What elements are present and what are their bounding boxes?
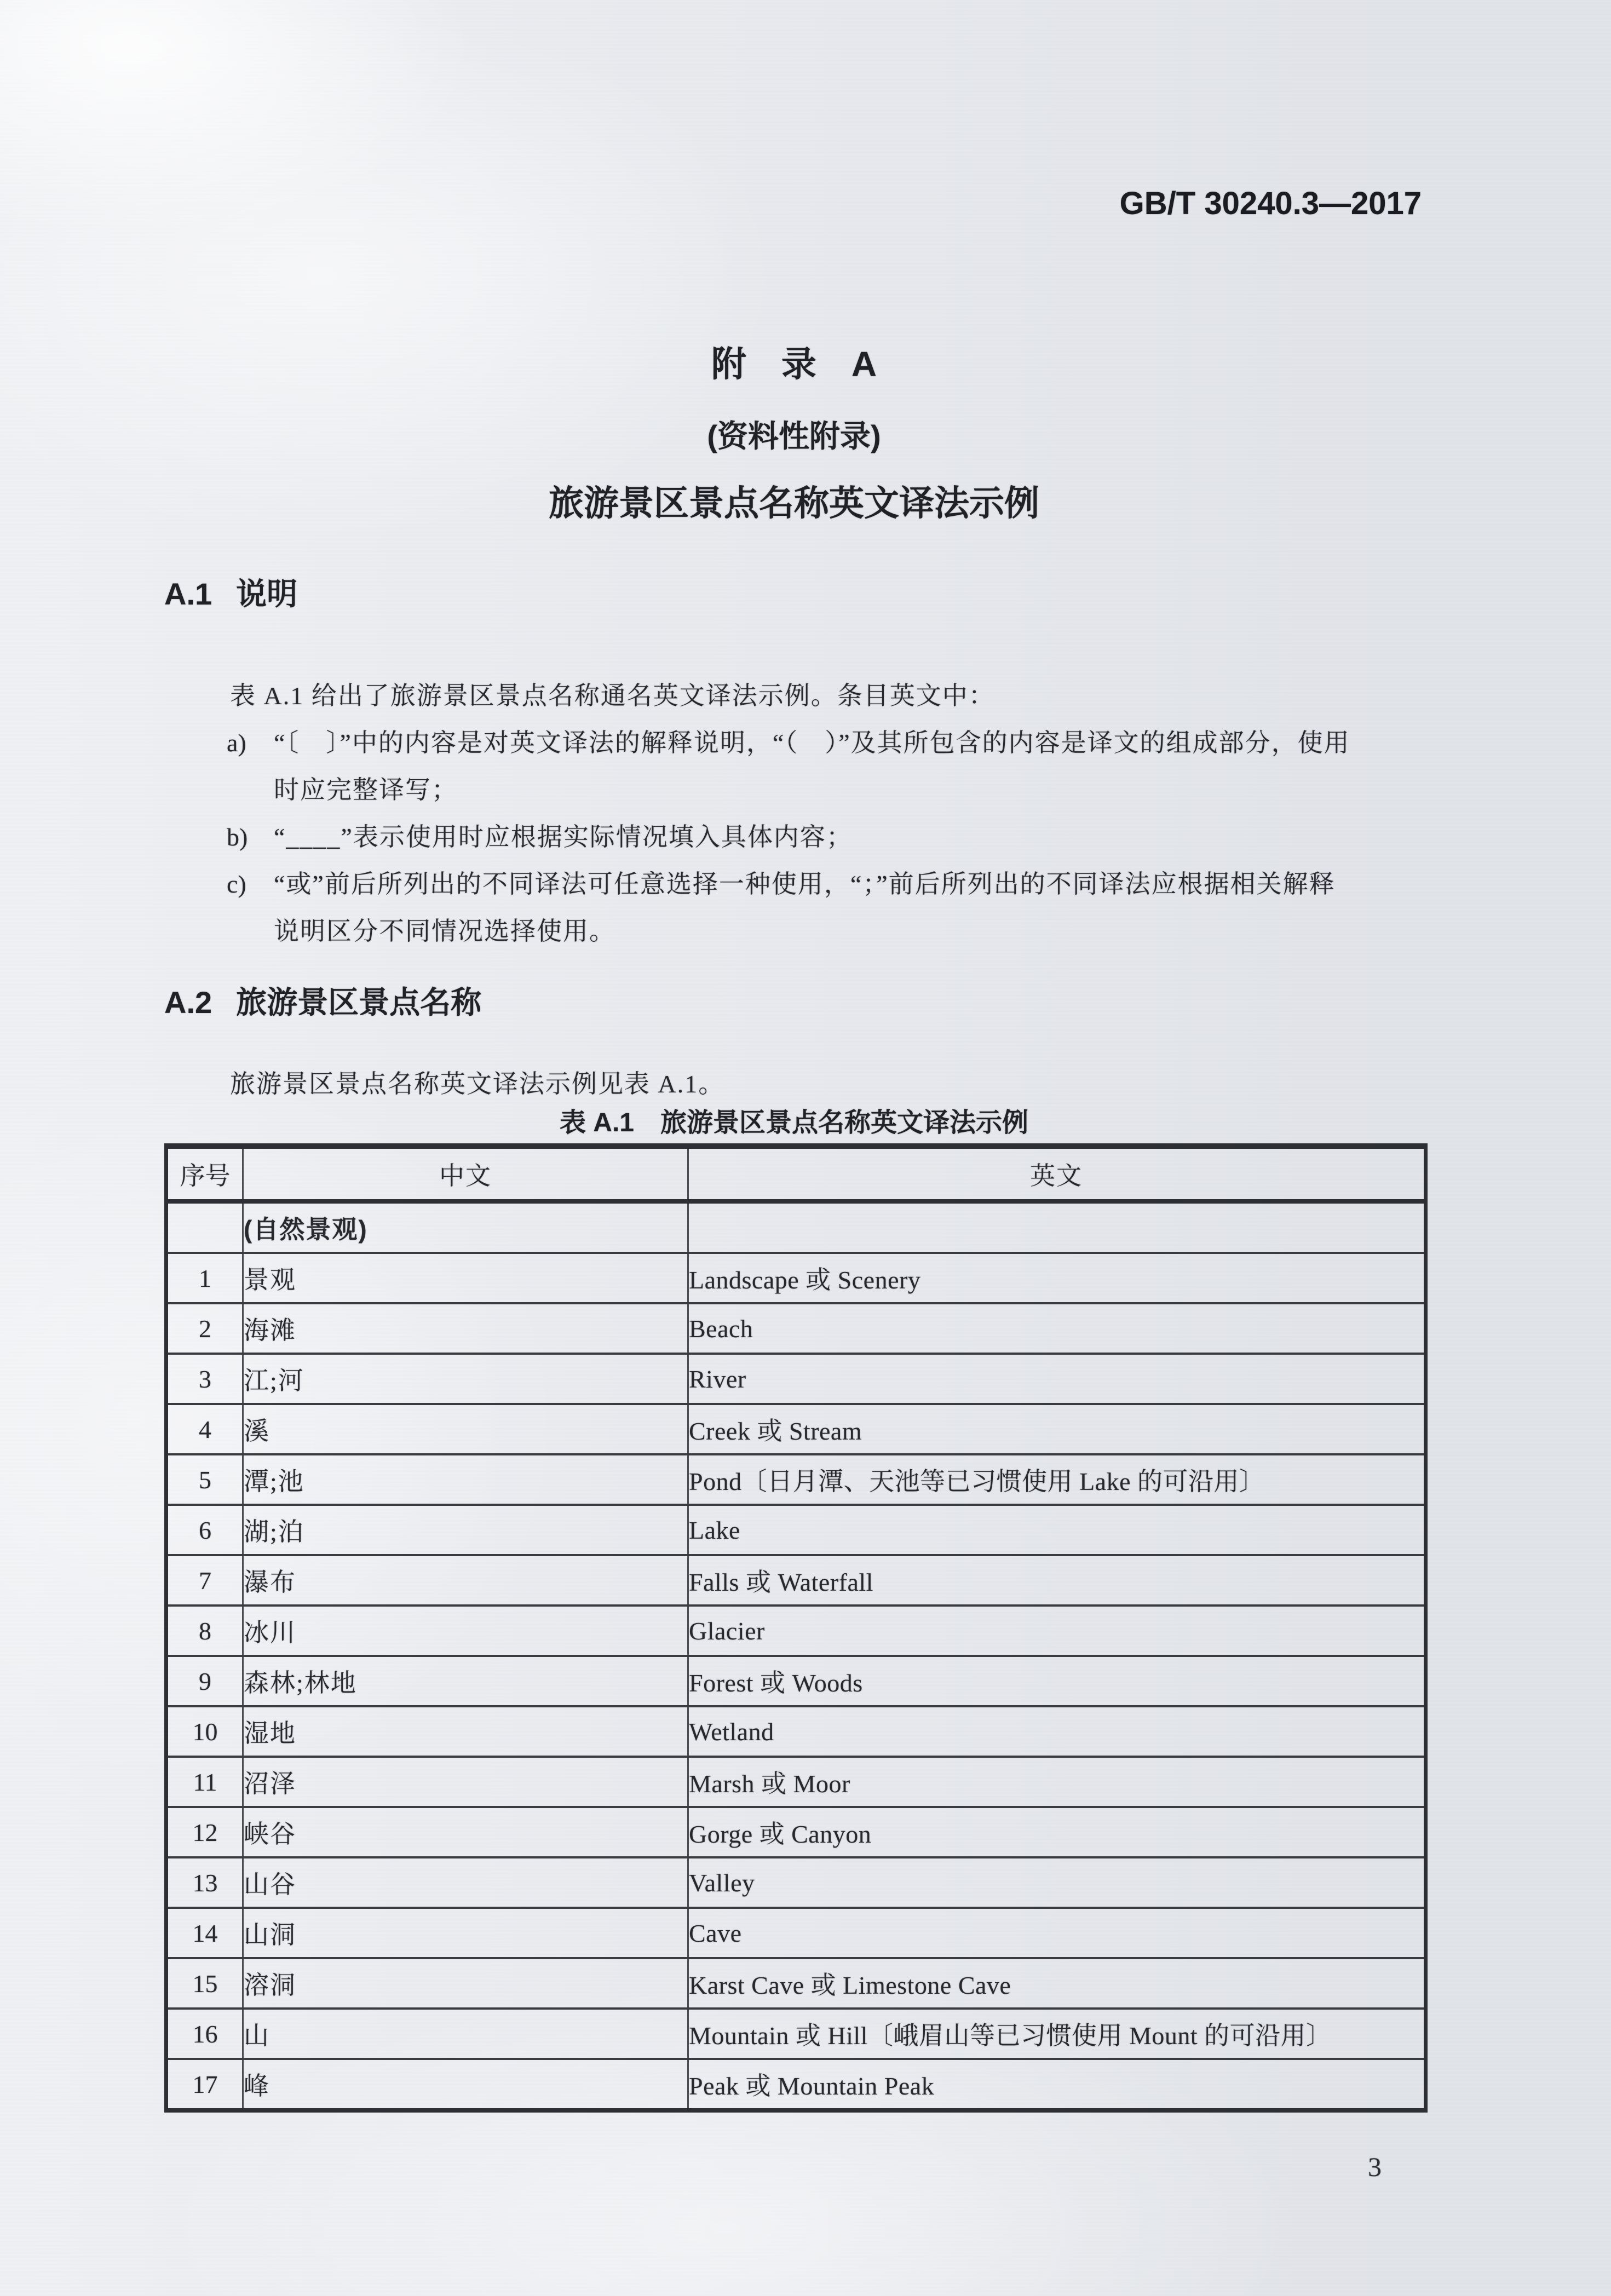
section-a2-heading <box>164 986 1424 1020</box>
row-chinese-cell: 山谷 <box>243 1857 688 1908</box>
row-english-cell: Mountain 或 Hill〔峨眉山等已习惯使用 Mount 的可沿用〕 <box>688 2009 1426 2059</box>
row-english-cell: Falls 或 Waterfall <box>688 1555 1426 1606</box>
list-item-c-label: c) <box>227 870 246 898</box>
table-row <box>166 1606 1426 1656</box>
section-a1-intro: 表 A.1 给出了旅游景区景点名称通名英文译法示例。条目英文中： <box>230 682 995 710</box>
row-index-cell: 14 <box>166 1908 243 1958</box>
row-chinese-cell: 沼泽 <box>243 1757 688 1807</box>
table-row <box>166 1656 1426 1706</box>
row-index-cell: 16 <box>166 2009 243 2059</box>
table-row <box>166 1807 1426 1857</box>
row-chinese-cell: 景观 <box>243 1253 688 1303</box>
section-a1-heading <box>164 577 1424 611</box>
table-row <box>166 1303 1426 1354</box>
table-category-row <box>166 1201 1426 1253</box>
table-row <box>166 1505 1426 1555</box>
row-english-cell: Gorge 或 Canyon <box>688 1807 1426 1857</box>
column-header-index: 序号 <box>166 1146 243 1201</box>
translation-table <box>164 1143 1428 2113</box>
row-chinese-cell: 湿地 <box>243 1706 688 1757</box>
row-index-cell: 1 <box>166 1253 243 1303</box>
table-row <box>166 1253 1426 1303</box>
table-row <box>166 1757 1426 1807</box>
table-row <box>166 1354 1426 1404</box>
category-english-cell <box>688 1201 1426 1253</box>
table-row <box>166 1706 1426 1757</box>
row-index-cell: 2 <box>166 1303 243 1354</box>
list-item-a-label: a) <box>227 729 246 757</box>
list-item-a-line2: 时应完整译写； <box>274 776 458 804</box>
row-chinese-cell: 湖;泊 <box>243 1505 688 1555</box>
table-row <box>166 1958 1426 2009</box>
standard-code: GB/T 30240.3—2017 <box>1119 186 1422 221</box>
page-number: 3 <box>1368 2151 1382 2182</box>
row-chinese-cell: 森林;林地 <box>243 1656 688 1706</box>
table-row <box>166 1404 1426 1454</box>
row-index-cell: 7 <box>166 1555 243 1606</box>
row-english-cell: River <box>688 1354 1426 1404</box>
list-item-c-line2: 说明区分不同情况选择使用。 <box>274 917 615 945</box>
list-item-c <box>164 861 1424 955</box>
row-index-cell: 4 <box>166 1404 243 1454</box>
row-english-cell: Landscape 或 Scenery <box>688 1253 1426 1303</box>
column-header-chinese: 中文 <box>243 1146 688 1201</box>
list-item-a <box>164 720 1424 814</box>
list-item-b-label: b) <box>227 823 248 851</box>
row-chinese-cell: 溪 <box>243 1404 688 1454</box>
section-a2-body: 旅游景区景点名称英文译法示例见表 A.1。 <box>230 1070 725 1098</box>
column-header-english: 英文 <box>688 1146 1426 1201</box>
row-chinese-cell: 山洞 <box>243 1908 688 1958</box>
row-chinese-cell: 海滩 <box>243 1303 688 1354</box>
appendix-main-title: 旅游景区景点名称英文译法示例 <box>549 484 1039 523</box>
row-chinese-cell: 峡谷 <box>243 1807 688 1857</box>
section-a1-title: 说明 <box>236 577 298 611</box>
row-english-cell: Cave <box>688 1908 1426 1958</box>
list-item-b <box>164 814 1424 861</box>
row-english-cell: Glacier <box>688 1606 1426 1656</box>
row-english-cell: Pond〔日月潭、天池等已习惯使用 Lake 的可沿用〕 <box>688 1454 1426 1505</box>
row-chinese-cell: 峰 <box>243 2059 688 2110</box>
table-row <box>166 2059 1426 2110</box>
row-english-cell: Beach <box>688 1303 1426 1354</box>
table-caption: 表 A.1 旅游景区景点名称英文译法示例 <box>559 1108 1029 1137</box>
list-item-b-line1: “____”表示使用时应根据实际情况填入具体内容； <box>274 823 853 851</box>
row-index-cell: 15 <box>166 1958 243 2009</box>
row-english-cell: Karst Cave 或 Limestone Cave <box>688 1958 1426 2009</box>
row-index-cell: 17 <box>166 2059 243 2110</box>
row-english-cell: Valley <box>688 1857 1426 1908</box>
row-chinese-cell: 冰川 <box>243 1606 688 1656</box>
table-row <box>166 1857 1426 1908</box>
row-index-cell: 3 <box>166 1354 243 1404</box>
row-index-cell: 6 <box>166 1505 243 1555</box>
table-row <box>166 2009 1426 2059</box>
section-a1-number: A.1 <box>164 577 212 611</box>
row-chinese-cell: 山 <box>243 2009 688 2059</box>
row-english-cell: Forest 或 Woods <box>688 1656 1426 1706</box>
row-index-cell: 10 <box>166 1706 243 1757</box>
appendix-title-block <box>164 0 1424 522</box>
row-english-cell: Creek 或 Stream <box>688 1404 1426 1454</box>
row-index-cell: 11 <box>166 1757 243 1807</box>
row-index-cell: 8 <box>166 1606 243 1656</box>
row-chinese-cell: 溶洞 <box>243 1958 688 2009</box>
list-item-c-line1: “或”前后所列出的不同译法可任意选择一种使用，“；”前后所列出的不同译法应根据相关解释 <box>274 870 1336 898</box>
appendix-label: 附 录 A <box>711 344 877 384</box>
table-row <box>166 1555 1426 1606</box>
row-index-cell: 13 <box>166 1857 243 1908</box>
section-a2-title: 旅游景区景点名称 <box>236 985 482 1020</box>
table-header-row <box>166 1146 1426 1201</box>
row-english-cell: Peak 或 Mountain Peak <box>688 2059 1426 2110</box>
row-index-cell: 12 <box>166 1807 243 1857</box>
row-english-cell: Lake <box>688 1505 1426 1555</box>
appendix-type-note: (资料性附录) <box>707 419 881 453</box>
table-row <box>166 1454 1426 1505</box>
list-item-a-line1: “〔 〕”中的内容是对英文译法的解释说明，“（ ）”及其所包含的内容是译文的组成部分，使用 <box>274 729 1350 757</box>
page-content <box>164 0 1424 2113</box>
row-index-cell: 5 <box>166 1454 243 1505</box>
row-chinese-cell: 江;河 <box>243 1354 688 1404</box>
category-label-cell: (自然景观) <box>243 1201 688 1253</box>
row-english-cell: Wetland <box>688 1706 1426 1757</box>
table-row <box>166 1908 1426 1958</box>
row-english-cell: Marsh 或 Moor <box>688 1757 1426 1807</box>
table-body <box>166 1201 1426 2110</box>
section-a2-number: A.2 <box>164 985 212 1020</box>
category-index-cell <box>166 1201 243 1253</box>
row-index-cell: 9 <box>166 1656 243 1706</box>
row-chinese-cell: 潭;池 <box>243 1454 688 1505</box>
row-chinese-cell: 瀑布 <box>243 1555 688 1606</box>
